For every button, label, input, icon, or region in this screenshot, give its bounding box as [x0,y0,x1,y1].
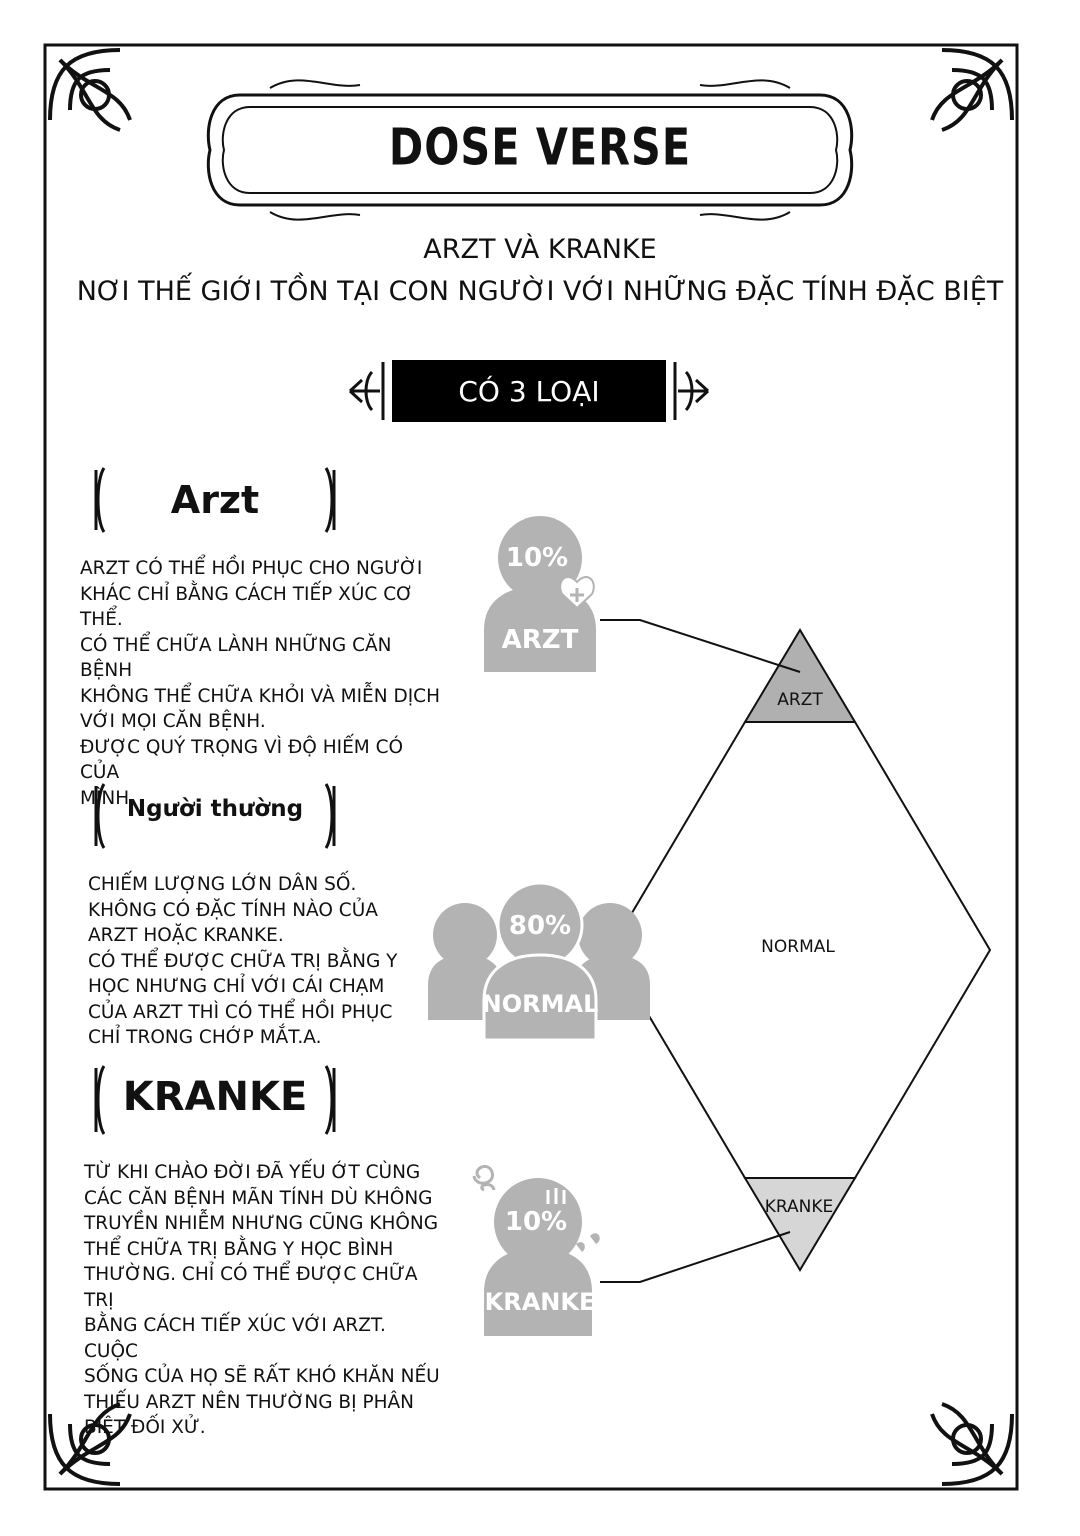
normal-figure-label: NORMAL [481,990,599,1018]
banner-ornament-left [350,362,383,420]
kranke-figure [474,1166,600,1336]
arzt-figure [484,516,596,672]
normal-description: CHIẾM LƯỢNG LỚN DÂN SỐ. KHÔNG CÓ ĐẶC TÍNH NÀO CỦA ARZT HOẶC KRANKE. CÓ THỂ ĐƯỢC CHỮA TRỊ BẰNG Y HỌC NHƯNG CHỈ VỚI CÁI CHẠM CỦA ARZT THÌ CÓ THỂ HỒI PHỤC CHỈ TRONG CHỚP MẮT.A. [88,874,398,1048]
arzt-figure-percent: 10% [505,543,569,573]
banner-ornament-right [675,362,708,420]
diamond-label-normal: NORMAL [761,937,835,957]
page-title: DOSE VERSE [388,117,692,177]
connector-arzt [600,620,800,672]
arzt-figure-label: ARZT [501,625,579,655]
corner-ornament-bottom-right [932,1404,1012,1484]
diamond-diagram [610,630,990,1270]
arzt-section-title: Arzt [170,478,260,522]
kranke-description: TỪ KHI CHÀO ĐỜI ĐÃ YẾU ỚT CÙNG CÁC CĂN BỆNH MÃN TÍNH DÙ KHÔNG TRUYỀN NHIỄM NHƯNG CŨNG KHÔNG THỂ CHỮA TRỊ BẰNG Y HỌC BÌNH THƯỜNG. CHỈ CÓ THỂ ĐƯỢC CHỮA TRỊ BẰNG CÁCH TIẾP XÚC VỚI ARZT. CUỘC SỐNG CỦA HỌ SẼ RẤT KHÓ KHĂN NẾU THIẾU ARZT NÊN THƯỜNG BỊ PHÂN BIỆT ĐỐI XỬ. [84,1162,440,1438]
kranke-figure-label: KRANKE [484,1288,596,1316]
normal-figure-percent: 80% [508,911,572,941]
diamond-label-kranke: KRANKE [764,1197,834,1217]
kranke-figure-percent: 10% [504,1207,568,1237]
diamond-label-arzt: ARZT [777,690,823,710]
connector-kranke [600,1232,790,1282]
diamond-bottom-section [745,1178,855,1270]
kranke-section-title: KRANKE [122,1074,308,1120]
dizzy-swirl-icon [474,1166,494,1190]
arzt-description: ARZT CÓ THỂ HỒI PHỤC CHO NGƯỜI KHÁC CHỈ BẰNG CÁCH TIẾP XÚC CƠ THỂ. CÓ THỂ CHỮA LÀNH NHỮNG CĂN BỆNH KHÔNG THỂ CHỮA KHỎI VÀ MIỄN DỊCH VỚI MỌI CĂN BỆNH. ĐƯỢC QUÝ TRỌNG VÌ ĐỘ HIẾM CÓ CỦA MÌNH. [80,558,440,809]
normal-section-title: Người thường [126,796,304,822]
normal-figure-group [428,883,650,1040]
subtitle-line-1: ARZT VÀ KRANKE [423,234,657,265]
types-banner: CÓ 3 LOẠI [392,360,666,422]
subtitle-line-2: NƠI THẾ GIỚI TỒN TẠI CON NGƯỜI VỚI NHỮNG ĐẶC TÍNH ĐẶC BIỆT [76,276,1004,307]
